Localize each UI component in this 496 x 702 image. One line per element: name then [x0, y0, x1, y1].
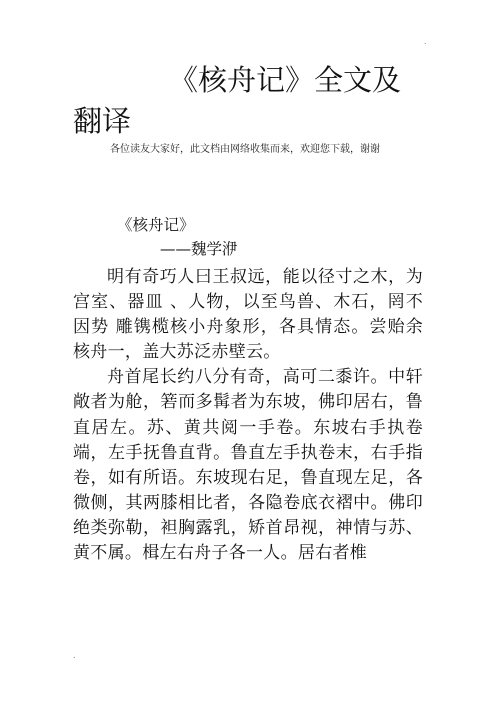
paragraph-2: 舟首尾长约八分有奇，高可二黍许。中轩敞者为舱，箬而多髯者为东坡，佛印居右，鲁直居左。苏、黄共阅一手卷。东坡右手执卷端，左手抚鲁直背。鲁直左手执卷末，右手指卷，如有所语。东坡现右足，鲁直现左足，各微侧，其两膝相比者，各隐卷底衣褶中。佛印绝类弥勒，袒胸露乳，矫首昂视，神情与苏、黄不属。楫左右舟子各一人。居右者椎	[73, 367, 423, 564]
paragraph-1: 明有奇巧人曰王叔远，能以径寸之木，为宫室、器皿 、人物，以至鸟兽、木石，罔不因势 雕镌榄核小舟象形，各具情态。尝贻余核舟一，盖大苏泛赤壁云。	[73, 267, 423, 363]
essay-author: ——魏学洢	[160, 240, 238, 258]
download-notice: 各位读友大家好，此文档由网络收集而来，欢迎您下载，谢谢	[110, 144, 380, 155]
document-title: 《核舟记》全文及翻译	[73, 63, 402, 138]
header-mark: .	[424, 37, 427, 46]
footer-mark: .	[73, 651, 76, 660]
essay-body	[73, 265, 423, 566]
essay-title: 《核舟记》	[117, 216, 195, 234]
